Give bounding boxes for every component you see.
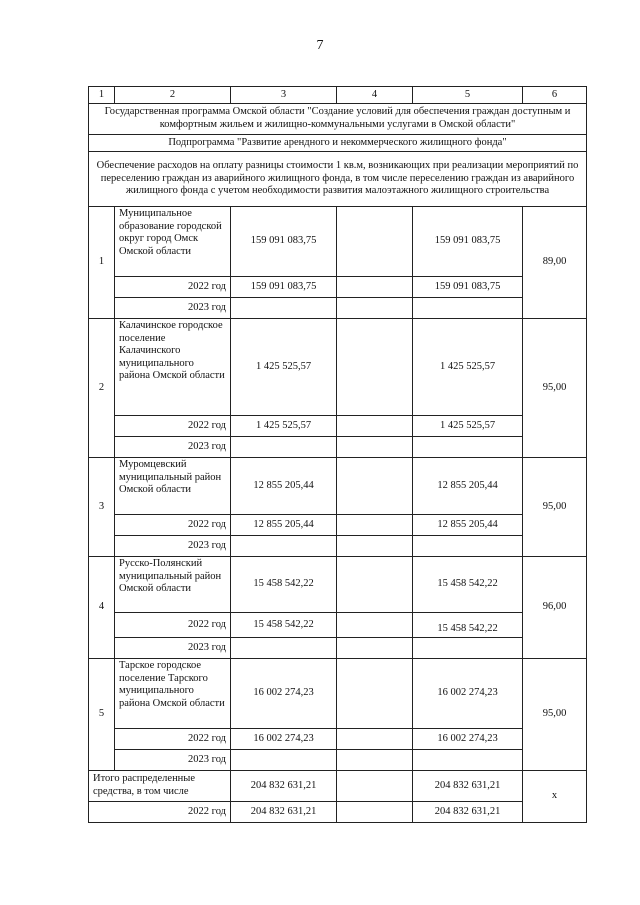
year-row	[89, 750, 587, 771]
year-amount-col4	[337, 750, 413, 771]
year-amount-col4	[337, 277, 413, 298]
year-amount-col3	[231, 298, 337, 319]
year-label: 2023 год	[115, 750, 231, 771]
year-amount-col4	[337, 536, 413, 557]
amount-col3: 12 855 205,44	[231, 458, 337, 515]
program-title: Государственная программа Омской области "Создание условий для обеспечения граждан доступным и комфортным жильем и жилищно-коммунальными услугами в Омской области"	[89, 104, 587, 135]
program-row	[89, 104, 587, 135]
amount-col4	[337, 319, 413, 416]
year-amount-col4	[337, 298, 413, 319]
year-row	[89, 515, 587, 536]
year-amount-col4	[337, 613, 413, 638]
share-value: 89,00	[523, 207, 587, 319]
year-amount-col4	[337, 416, 413, 437]
year-label: 2022 год	[115, 416, 231, 437]
year-amount-col4	[337, 437, 413, 458]
col-header-6: 6	[523, 87, 587, 104]
total-year-row	[89, 802, 587, 823]
year-amount-col3	[231, 437, 337, 458]
share-value: 95,00	[523, 659, 587, 771]
amount-col5: 12 855 205,44	[413, 458, 523, 515]
year-label: 2023 год	[115, 536, 231, 557]
table-row	[89, 557, 587, 613]
amount-col5: 16 002 274,23	[413, 659, 523, 729]
amount-col3: 16 002 274,23	[231, 659, 337, 729]
year-amount-col5: 16 002 274,23	[413, 729, 523, 750]
purpose-text: Обеспечение расходов на оплату разницы стоимости 1 кв.м, возникающих при реализации мероприятий по переселению граждан из аварийного жилищного фонда, в том числе переселению граждан из аварийного жилищного фонда с учетом необходимости развития малоэтажного жилищного строительства	[89, 152, 587, 207]
total-year-col3: 204 832 631,21	[231, 802, 337, 823]
year-amount-col3: 12 855 205,44	[231, 515, 337, 536]
year-amount-col3: 15 458 542,22	[231, 613, 337, 638]
year-amount-col3	[231, 638, 337, 659]
year-amount-col5	[413, 536, 523, 557]
row-number: 5	[89, 659, 115, 771]
year-amount-col5	[413, 638, 523, 659]
municipality-name: Русско-Полянский муниципальный район Омской области	[115, 557, 231, 613]
col-header-5: 5	[413, 87, 523, 104]
municipality-name: Муниципальное образование городской округ город Омск Омской области	[115, 207, 231, 277]
total-col6: х	[523, 771, 587, 823]
year-label: 2023 год	[115, 638, 231, 659]
amount-col5: 159 091 083,75	[413, 207, 523, 277]
col-header-3: 3	[231, 87, 337, 104]
municipality-name: Тарское городское поселение Тарского муниципального района Омской области	[115, 659, 231, 729]
total-col5: 204 832 631,21	[413, 771, 523, 802]
year-row	[89, 638, 587, 659]
year-amount-col3	[231, 750, 337, 771]
share-value: 96,00	[523, 557, 587, 659]
amount-col5: 1 425 525,57	[413, 319, 523, 416]
year-row	[89, 416, 587, 437]
year-amount-col5: 159 091 083,75	[413, 277, 523, 298]
total-year-label: 2022 год	[89, 802, 231, 823]
municipality-name: Калачинское городское поселение Калачинского муниципального района Омской области	[115, 319, 231, 416]
amount-col4	[337, 207, 413, 277]
year-label: 2023 год	[115, 437, 231, 458]
year-row	[89, 437, 587, 458]
header-row	[89, 87, 587, 104]
row-number: 2	[89, 319, 115, 458]
amount-col4	[337, 458, 413, 515]
year-amount-col5: 1 425 525,57	[413, 416, 523, 437]
year-label: 2022 год	[115, 277, 231, 298]
year-amount-col5	[413, 298, 523, 319]
table-row	[89, 458, 587, 515]
year-amount-col5	[413, 437, 523, 458]
row-number: 4	[89, 557, 115, 659]
row-number: 3	[89, 458, 115, 557]
share-value: 95,00	[523, 458, 587, 557]
year-amount-col5	[413, 750, 523, 771]
col-header-4: 4	[337, 87, 413, 104]
amount-col5: 15 458 542,22	[413, 557, 523, 613]
amount-col3: 159 091 083,75	[231, 207, 337, 277]
col-header-2: 2	[115, 87, 231, 104]
total-year-col4	[337, 802, 413, 823]
year-label: 2022 год	[115, 613, 231, 638]
row-number: 1	[89, 207, 115, 319]
total-col4	[337, 771, 413, 802]
table-row	[89, 207, 587, 277]
share-value: 95,00	[523, 319, 587, 458]
year-amount-col4	[337, 729, 413, 750]
col-header-1: 1	[89, 87, 115, 104]
year-label: 2022 год	[115, 729, 231, 750]
amount-col3: 1 425 525,57	[231, 319, 337, 416]
table-row	[89, 319, 587, 416]
amount-col4	[337, 659, 413, 729]
subprogram-title: Подпрограмма "Развитие арендного и некоммерческого жилищного фонда"	[89, 135, 587, 152]
year-row	[89, 277, 587, 298]
total-col3: 204 832 631,21	[231, 771, 337, 802]
total-year-col5: 204 832 631,21	[413, 802, 523, 823]
year-amount-col3	[231, 536, 337, 557]
year-amount-col5: 12 855 205,44	[413, 515, 523, 536]
year-amount-col4	[337, 515, 413, 536]
year-amount-col5: 15 458 542,22	[413, 613, 523, 638]
page-number: 7	[316, 38, 324, 53]
total-row	[89, 771, 587, 802]
year-row	[89, 613, 587, 638]
municipality-name: Муромцевский муниципальный район Омской области	[115, 458, 231, 515]
distribution-table	[88, 86, 587, 823]
year-amount-col3: 16 002 274,23	[231, 729, 337, 750]
year-amount-col3: 159 091 083,75	[231, 277, 337, 298]
year-label: 2022 год	[115, 515, 231, 536]
year-row	[89, 298, 587, 319]
subprogram-row	[89, 135, 587, 152]
year-amount-col3: 1 425 525,57	[231, 416, 337, 437]
year-amount-col4	[337, 638, 413, 659]
amount-col4	[337, 557, 413, 613]
year-row	[89, 536, 587, 557]
total-label: Итого распределенные средства, в том числе	[89, 771, 231, 802]
year-row	[89, 729, 587, 750]
purpose-row	[89, 152, 587, 207]
amount-col3: 15 458 542,22	[231, 557, 337, 613]
year-label: 2023 год	[115, 298, 231, 319]
table-row	[89, 659, 587, 729]
